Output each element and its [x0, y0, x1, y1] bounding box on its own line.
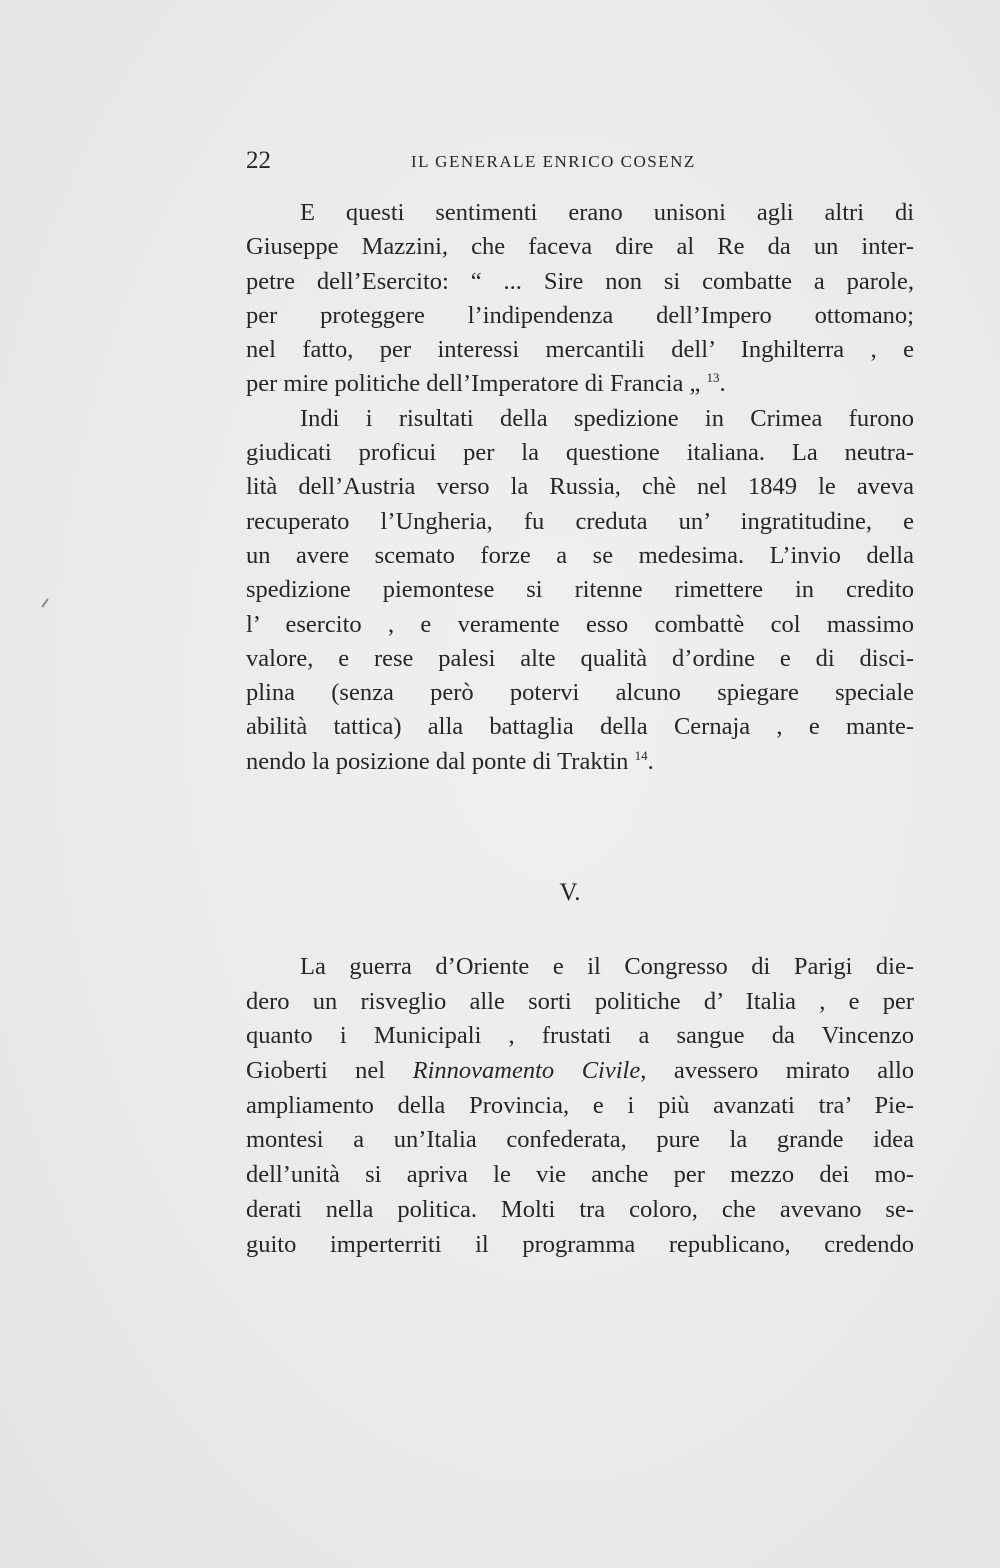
line-text-tail: . — [719, 370, 726, 398]
line-text: per mire politiche dell’Imperatore di Francia „ — [246, 370, 707, 398]
body-text-bottom — [246, 950, 914, 1262]
text-line — [246, 573, 914, 607]
text-line — [246, 1089, 914, 1124]
footnote-ref[interactable]: 14 — [634, 747, 648, 763]
line-text: derati nella politica. Molti tra coloro, che avevano se- — [246, 1195, 914, 1223]
line-text: nendo la posizione dal ponte di Traktin — [246, 747, 635, 775]
section-heading: V. — [559, 879, 581, 906]
text-line — [246, 299, 914, 333]
line-text: giudicati proficui per la questione italiana. La neutra- — [246, 439, 914, 467]
text-line — [246, 196, 914, 230]
text-line — [246, 470, 914, 504]
line-text: abilità tattica) alla battaglia della Cernaja , e mante- — [246, 713, 914, 741]
text-line — [246, 1158, 914, 1193]
italic-title: Rinnovamento Civile — [412, 1057, 641, 1085]
line-text: valore, e rese palesi alte qualità d’ordine e di disci- — [246, 644, 914, 672]
text-line — [246, 539, 914, 573]
line-text: dell’unità si apriva le vie anche per mezzo dei mo- — [246, 1161, 914, 1189]
line-text: recuperato l’Ungheria, fu creduta un’ ingratitudine, e — [246, 507, 914, 535]
text-line — [246, 1193, 914, 1228]
text-line — [246, 1054, 914, 1089]
line-text: spedizione piemontese si ritenne rimettere in credito — [246, 576, 914, 604]
line-text: per proteggere l’indipendenza dell’Impero ottomano; — [246, 301, 914, 329]
text-line — [246, 608, 914, 642]
text-line — [246, 1019, 914, 1054]
body-text-top — [246, 196, 914, 779]
text-line — [246, 745, 914, 779]
line-text: ampliamento della Provincia, e i più avanzati tra’ Pie- — [246, 1091, 914, 1119]
text-line — [246, 1123, 914, 1158]
line-text: quanto i Municipali , frustati a sangue da Vincenzo — [246, 1022, 914, 1050]
text-line — [246, 1228, 914, 1263]
line-text: montesi a un’Italia confederata, pure la grande idea — [246, 1126, 914, 1154]
line-text: un avere scemato forze a se medesima. L’invio della — [246, 541, 914, 569]
line-text-tail: . — [647, 747, 654, 775]
page-number: 22 — [246, 147, 271, 174]
line-text-tail: , avessero mirato allo — [640, 1057, 915, 1085]
line-text: Giuseppe Mazzini, che faceva dire al Re da un inter- — [246, 233, 914, 261]
footnote-ref[interactable]: 13 — [706, 370, 720, 386]
text-line — [246, 230, 914, 264]
text-line — [246, 985, 914, 1020]
line-text: La guerra d’Oriente e il Congresso di Parigi die- — [300, 953, 914, 980]
line-text: l’ esercito , e veramente esso combattè col massimo — [246, 610, 914, 638]
text-line — [246, 642, 914, 676]
text-line — [246, 265, 914, 299]
text-line — [246, 676, 914, 710]
line-text: E questi sentimenti erano unisoni agli altri di — [300, 199, 914, 226]
page-header — [246, 146, 914, 180]
line-text: petre dell’Esercito: “ ... Sire non si combatte a parole, — [246, 267, 914, 295]
line-text: dero un risveglio alle sorti politiche d’ Italia , e per — [246, 987, 914, 1015]
text-line — [246, 333, 914, 367]
text-line — [246, 436, 914, 470]
line-text: Gioberti nel — [246, 1057, 413, 1085]
text-line — [246, 505, 914, 539]
text-line — [246, 402, 914, 436]
line-text: guito imperterriti il programma republicano, credendo — [246, 1230, 914, 1258]
line-text: lità dell’Austria verso la Russia, chè nel 1849 le aveva — [246, 473, 914, 501]
line-text: Indi i risultati della spedizione in Crimea furono — [300, 404, 914, 432]
line-text: nel fatto, per interessi mercantili dell’ Inghilterra , e — [246, 336, 914, 364]
text-line — [246, 710, 914, 744]
running-title: IL GENERALE ENRICO COSENZ — [411, 152, 696, 171]
margin-mark — [41, 598, 48, 607]
line-text: plina (senza però potervi alcuno spiegare speciale — [246, 679, 914, 707]
text-line — [246, 950, 914, 985]
text-line — [246, 367, 914, 401]
